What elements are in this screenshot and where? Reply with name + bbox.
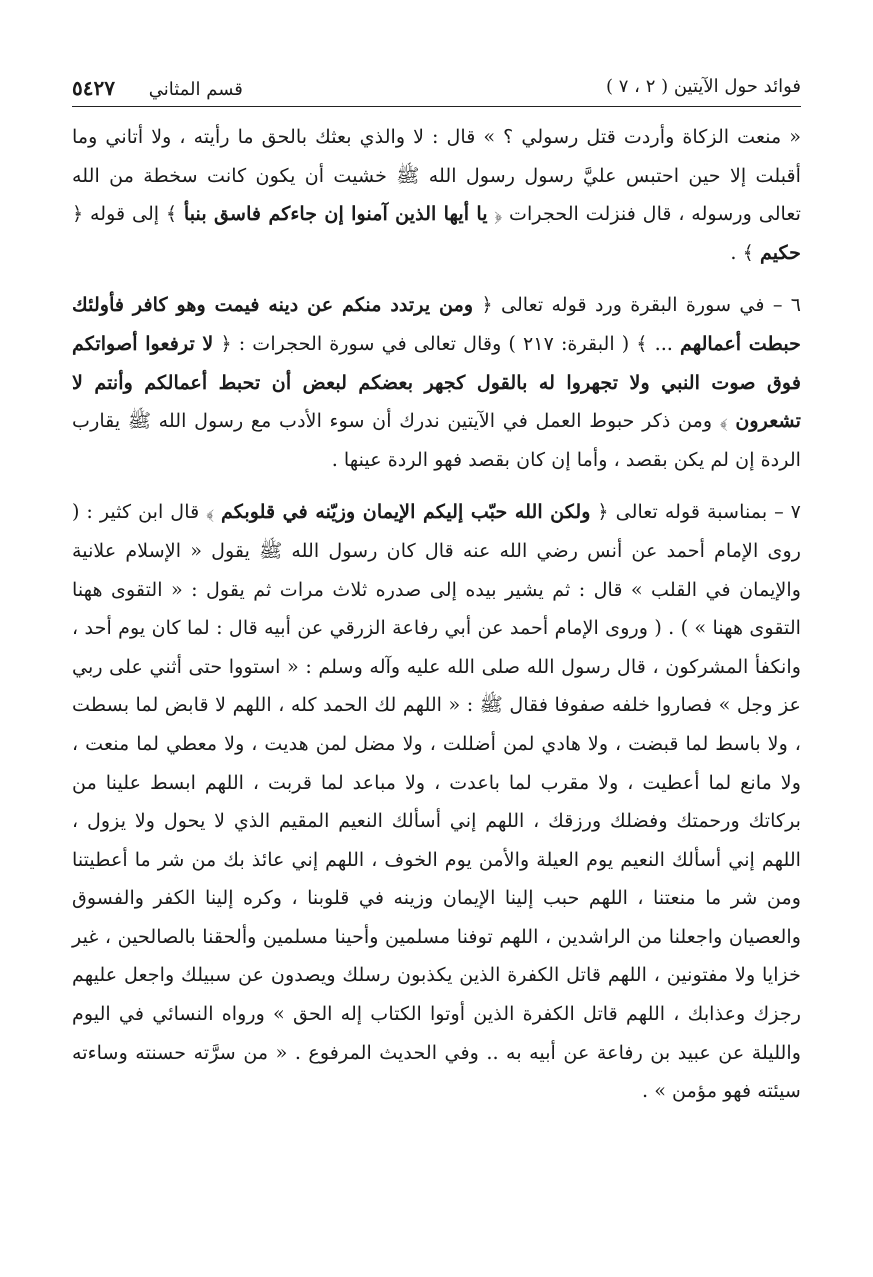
- quran-verse: حكيم: [759, 240, 801, 264]
- section-label: قسم المثاني: [148, 79, 243, 100]
- page-body: [72, 118, 801, 1111]
- text-run: ﴾ إلى قوله ﴿: [72, 202, 184, 226]
- quran-verse: لا ترفعوا أصواتكم فوق صوت النبي ولا تجهروا له بالقول كجهر بعضكم لبعض أن تحبط أعمالكم وأنتم لا تشعرون: [72, 331, 801, 433]
- text-run: « منعت الزكاة وأردت قتل رسولي ؟ » قال : لا والذي بعثك بالحق ما رأيته ، ولا أتاني وما أقبلت إلا حين احتبس عليَّ رسول رسول الله ﷺ خشيت أن يكون كانت سخطة من الله تعالى ورسوله ، قال فنزلت الحجرات ﴿: [72, 125, 801, 226]
- text-run: ﴾ قال ابن كثير : ( روى الإمام أحمد عن أنس رضي الله عنه قال كان رسول الله ﷺ يقول « الإسلام علانية والإيمان في القلب » قال : ثم يشير بيده إلى صدره ثلاث مرات ثم يقول : « التقوى ههنا التقوى ههنا » ) . ( وروى الإمام أحمد عن أبي رفاعة الزرقي عن أبيه قال : لما كان يوم أحد ، وانكفأ المشركون ، قال رسول الله صلى الله عليه وآله وسلم : « استووا حتى أثني على ربي عز وجل » فصاروا خلفه صفوفا فقال ﷺ : « اللهم لك الحمد كله ، اللهم لا قابض لما بسطت ، ولا باسط لما قبضت ، ولا هادي لمن أضللت ، ولا مضل لمن هديت ، ولا معطي لما منعت ، ولا مانع لما أعطيت ، ولا مقرب لما باعدت ، ولا مباعد لما قربت ، اللهم ابسط علينا من بركاتك ورحمتك وفضلك ورزقك ، اللهم إني أسألك النعيم المقيم الذي لا يحول ولا يزول ، اللهم إني أسألك النعيم يوم العيلة والأمن يوم الخوف ، اللهم إني عائذ بك من شر ما أعطيتنا ومن شر ما منعتنا ، اللهم حبب إلينا الإيمان وزينه في قلوبنا ، وكره إلينا الكفر والفسوق والعصيان واجعلنا من الراشدين ، اللهم توفنا مسلمين وأحينا مسلمين وألحقنا بالصالحين ، غير خزايا ولا مفتونين ، اللهم قاتل الكفرة الذين يكذبون رسلك ويصدون عن سبيلك واجعل عليهم رجزك وعذابك ، اللهم قاتل الكفرة الذين أوتوا الكتاب إله الحق » ورواه النسائي في اليوم والليلة عن عبيد بن رفاعة عن أبيه به .. وفي الحديث المرفوع . « من سرَّته حسنته وساءته سيئته فهو مؤمن » .: [72, 500, 801, 1103]
- text-run: ٧ – بمناسبة قوله تعالى ﴿: [590, 500, 801, 524]
- quran-verse: ولكن الله حبّب إليكم الإيمان وزيّنه في قلوبكم: [221, 500, 591, 524]
- text-run: ﴾ .: [730, 240, 760, 264]
- section-and-page: [72, 76, 243, 100]
- text-run: ٦ – في سورة البقرة ورد قوله تعالى ﴿: [473, 293, 802, 317]
- page-number: ٥٤٢٧: [72, 76, 115, 100]
- paragraph-1: [72, 118, 801, 272]
- text-run: ... ﴾ ( البقرة: ٢١٧ ) وقال تعالى في سورة الحجرات : ﴿: [213, 331, 680, 355]
- paragraph-7: [72, 493, 801, 1111]
- running-title: فوائد حول الآيتين ( ٢ ، ٧ ): [606, 76, 801, 97]
- text-run: ﴾ ومن ذكر حبوط العمل في الآيتين ندرك أن سوء الأدب مع رسول الله ﷺ يقارب الردة إن لم يكن بقصد ، وأما إن كان بقصد فهو الردة عينها .: [72, 409, 801, 471]
- paragraph-6: [72, 286, 801, 479]
- page-header: [72, 72, 801, 107]
- quran-verse: يا أيها الذين آمنوا إن جاءكم فاسق بنبأ: [183, 202, 488, 226]
- quran-verse: ومن يرتدد منكم عن دينه فيمت وهو كافر فأولئك حبطت أعمالهم: [72, 293, 801, 355]
